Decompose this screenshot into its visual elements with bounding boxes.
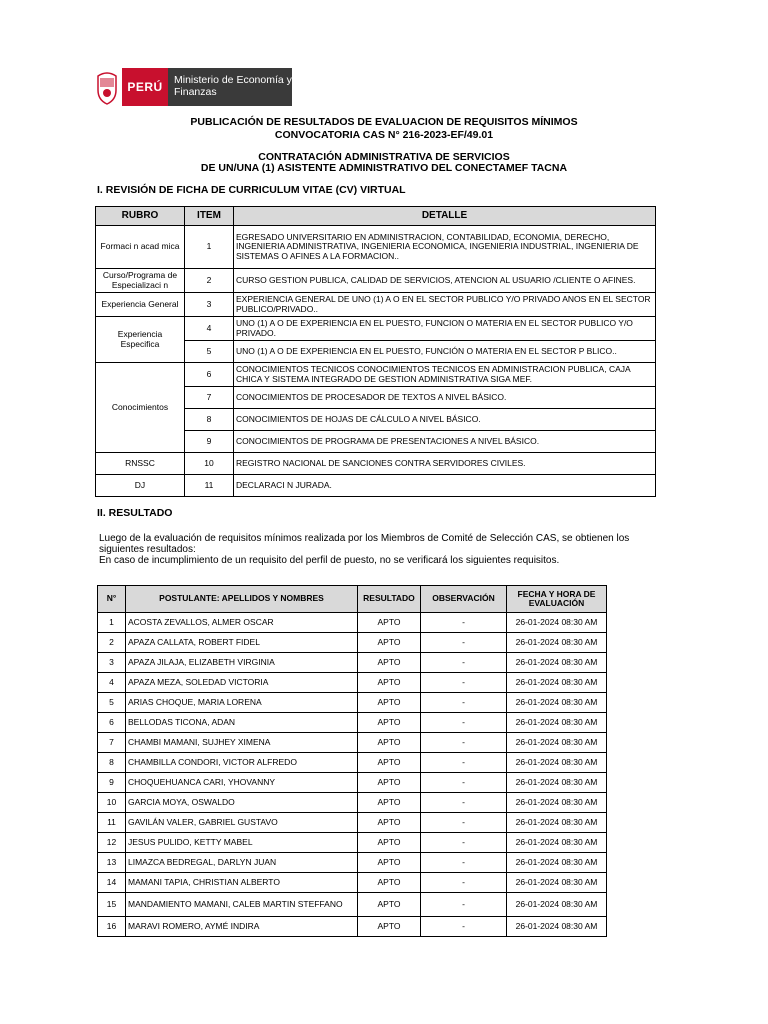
result-row	[98, 713, 607, 733]
detalle-cell: EGRESADO UNIVERSITARIO EN ADMINISTRACION, CONTABILIDAD, ECONOMIA, DERECHO, INGENIERIA ADMINISTRATIVA, INGENIERIA ECONOMICA, INGENIERIA INDUSTRIAL, INGENIERIA DE SISTEMAS O AFINES A LA FORMACION..	[234, 226, 656, 269]
row-number: 7	[98, 733, 126, 753]
evaluation-datetime: 26-01-2024 08:30 AM	[507, 753, 607, 773]
evaluation-datetime: 26-01-2024 08:30 AM	[507, 873, 607, 893]
result-row	[98, 853, 607, 873]
observation: -	[421, 793, 507, 813]
applicant-name: GAVILÁN VALER, GABRIEL GUSTAVO	[126, 813, 358, 833]
result-status: APTO	[358, 633, 421, 653]
item-cell: 2	[185, 269, 234, 293]
result-row	[98, 873, 607, 893]
row-number: 3	[98, 653, 126, 673]
observation: -	[421, 673, 507, 693]
result-status: APTO	[358, 917, 421, 937]
observation: -	[421, 693, 507, 713]
applicant-name: MANDAMIENTO MAMANI, CALEB MARTIN STEFFANO	[126, 893, 358, 917]
result-row	[98, 793, 607, 813]
applicant-name: APAZA JILAJA, ELIZABETH VIRGINIA	[126, 653, 358, 673]
row-number: 13	[98, 853, 126, 873]
result-status: APTO	[358, 653, 421, 673]
item-cell: 4	[185, 317, 234, 341]
requirement-row	[96, 293, 656, 317]
detalle-cell: UNO (1) A O DE EXPERIENCIA EN EL PUESTO, FUNCION O MATERIA EN EL SECTOR PUBLICO Y/O PRIVADO.	[234, 317, 656, 341]
applicant-name: MAMANI TAPIA, CHRISTIAN ALBERTO	[126, 873, 358, 893]
requirement-row	[96, 363, 656, 387]
applicant-name: MARAVI ROMERO, AYMÉ INDIRA	[126, 917, 358, 937]
requirement-row	[96, 269, 656, 293]
intro-paragraph: Luego de la evaluación de requisitos mínimos realizada por los Miembros de Comité de Selección CAS, se obtienen los siguientes resultados:	[99, 533, 630, 555]
detalle-cell: CONOCIMIENTOS DE PROCESADOR DE TEXTOS A NIVEL BÁSICO.	[234, 387, 656, 409]
evaluation-datetime: 26-01-2024 08:30 AM	[507, 613, 607, 633]
result-row	[98, 653, 607, 673]
result-status: APTO	[358, 693, 421, 713]
title-line-4: DE UN/UNA (1) ASISTENTE ADMINISTRATIVO DEL CONECTAMEF TACNA	[200, 162, 568, 174]
row-number: 11	[98, 813, 126, 833]
result-row	[98, 613, 607, 633]
row-number: 10	[98, 793, 126, 813]
row-number: 8	[98, 753, 126, 773]
row-number: 15	[98, 893, 126, 917]
observation: -	[421, 833, 507, 853]
header-postulante: POSTULANTE: APELLIDOS Y NOMBRES	[126, 586, 358, 613]
evaluation-datetime: 26-01-2024 08:30 AM	[507, 853, 607, 873]
item-cell: 1	[185, 226, 234, 269]
result-row	[98, 917, 607, 937]
rubro-cell: Formaci n acad mica	[96, 226, 185, 269]
observation: -	[421, 633, 507, 653]
item-cell: 10	[185, 453, 234, 475]
header-fecha: FECHA Y HORA DE EVALUACIÓN	[507, 586, 607, 613]
title-line-1: PUBLICACIÓN DE RESULTADOS DE EVALUACION DE REQUISITOS MÍNIMOS	[190, 116, 578, 128]
intro-note: En caso de incumplimiento de un requisito del perfil de puesto, no se verificará los siguientes requisitos.	[99, 555, 560, 566]
result-status: APTO	[358, 673, 421, 693]
result-row	[98, 893, 607, 917]
row-number: 9	[98, 773, 126, 793]
evaluation-datetime: 26-01-2024 08:30 AM	[507, 653, 607, 673]
coat-of-arms-icon	[92, 68, 122, 106]
evaluation-datetime: 26-01-2024 08:30 AM	[507, 793, 607, 813]
detalle-cell: UNO (1) A O DE EXPERIENCIA EN EL PUESTO, FUNCIÓN O MATERIA EN EL SECTOR P BLICO..	[234, 341, 656, 363]
row-number: 4	[98, 673, 126, 693]
observation: -	[421, 893, 507, 917]
detalle-cell: CURSO GESTION PUBLICA, CALIDAD DE SERVICIOS, ATENCION AL USUARIO /CLIENTE O AFINES.	[234, 269, 656, 293]
result-row	[98, 633, 607, 653]
rubro-cell: Experiencia General	[96, 293, 185, 317]
requirement-row	[96, 453, 656, 475]
result-row	[98, 693, 607, 713]
row-number: 6	[98, 713, 126, 733]
header-resultado: RESULTADO	[358, 586, 421, 613]
rubro-cell: DJ	[96, 475, 185, 497]
observation: -	[421, 873, 507, 893]
section-1-title: I. REVISIÓN DE FICHA DE CURRICULUM VITAE (CV) VIRTUAL	[97, 184, 406, 196]
evaluation-datetime: 26-01-2024 08:30 AM	[507, 917, 607, 937]
item-cell: 9	[185, 431, 234, 453]
result-status: APTO	[358, 893, 421, 917]
item-cell: 3	[185, 293, 234, 317]
evaluation-datetime: 26-01-2024 08:30 AM	[507, 833, 607, 853]
mef-logo	[92, 68, 292, 106]
applicant-name: CHAMBI MAMANI, SUJHEY XIMENA	[126, 733, 358, 753]
results-table	[97, 585, 607, 937]
result-row	[98, 813, 607, 833]
detalle-cell: EXPERIENCIA GENERAL DE UNO (1) A O EN EL SECTOR PUBLICO Y/O PRIVADO ANOS EN EL SECTOR PUBLICO/PRIVADO..	[234, 293, 656, 317]
observation: -	[421, 613, 507, 633]
row-number: 2	[98, 633, 126, 653]
result-status: APTO	[358, 713, 421, 733]
section-2-title: II. RESULTADO	[97, 507, 173, 519]
logo-country: PERÚ	[122, 68, 168, 106]
row-number: 16	[98, 917, 126, 937]
item-cell: 6	[185, 363, 234, 387]
logo-ministry: Ministerio de Economía y Finanzas	[168, 68, 292, 106]
result-status: APTO	[358, 793, 421, 813]
applicant-name: ACOSTA ZEVALLOS, ALMER OSCAR	[126, 613, 358, 633]
row-number: 14	[98, 873, 126, 893]
result-status: APTO	[358, 813, 421, 833]
applicant-name: APAZA CALLATA, ROBERT FIDEL	[126, 633, 358, 653]
applicant-name: ARIAS CHOQUE, MARIA LORENA	[126, 693, 358, 713]
item-cell: 5	[185, 341, 234, 363]
observation: -	[421, 813, 507, 833]
detalle-cell: REGISTRO NACIONAL DE SANCIONES CONTRA SERVIDORES CIVILES.	[234, 453, 656, 475]
result-row	[98, 733, 607, 753]
header-detalle: DETALLE	[234, 207, 656, 226]
observation: -	[421, 917, 507, 937]
requirement-row	[96, 475, 656, 497]
result-status: APTO	[358, 613, 421, 633]
row-number: 5	[98, 693, 126, 713]
applicant-name: BELLODAS TICONA, ADAN	[126, 713, 358, 733]
result-status: APTO	[358, 753, 421, 773]
evaluation-datetime: 26-01-2024 08:30 AM	[507, 633, 607, 653]
applicant-name: JESUS PULIDO, KETTY MABEL	[126, 833, 358, 853]
observation: -	[421, 773, 507, 793]
results-intro	[99, 533, 659, 566]
rubro-cell: Conocimientos	[96, 363, 185, 453]
result-row	[98, 673, 607, 693]
row-number: 1	[98, 613, 126, 633]
applicant-name: APAZA MEZA, SOLEDAD VICTORIA	[126, 673, 358, 693]
header-n: N°	[98, 586, 126, 613]
row-number: 12	[98, 833, 126, 853]
detalle-cell: DECLARACI N JURADA.	[234, 475, 656, 497]
result-status: APTO	[358, 733, 421, 753]
detalle-cell: CONOCIMIENTOS DE HOJAS DE CÁLCULO A NIVEL BÁSICO.	[234, 409, 656, 431]
requirement-row	[96, 226, 656, 269]
observation: -	[421, 853, 507, 873]
header-item: ITEM	[185, 207, 234, 226]
item-cell: 11	[185, 475, 234, 497]
rubro-cell: RNSSC	[96, 453, 185, 475]
result-status: APTO	[358, 773, 421, 793]
result-status: APTO	[358, 873, 421, 893]
header-observacion: OBSERVACIÓN	[421, 586, 507, 613]
evaluation-datetime: 26-01-2024 08:30 AM	[507, 813, 607, 833]
requirements-table	[95, 206, 656, 497]
evaluation-datetime: 26-01-2024 08:30 AM	[507, 693, 607, 713]
rubro-cell: Curso/Programa de Especializaci n	[96, 269, 185, 293]
evaluation-datetime: 26-01-2024 08:30 AM	[507, 773, 607, 793]
item-cell: 8	[185, 409, 234, 431]
evaluation-datetime: 26-01-2024 08:30 AM	[507, 673, 607, 693]
title-line-2: CONVOCATORIA CAS N° 216-2023-EF/49.01	[274, 129, 494, 141]
detalle-cell: CONOCIMIENTOS DE PROGRAMA DE PRESENTACIONES A NIVEL BÁSICO.	[234, 431, 656, 453]
detalle-cell: CONOCIMIENTOS TECNICOS CONOCIMIENTOS TECNICOS EN ADMINISTRACION PUBLICA, CAJA CHICA Y SISTEMA INTEGRADO DE GESTION ADMINISTRATIVA SIGA MEF.	[234, 363, 656, 387]
result-row	[98, 773, 607, 793]
applicant-name: CHOQUEHUANCA CARI, YHOVANNY	[126, 773, 358, 793]
result-status: APTO	[358, 853, 421, 873]
applicant-name: GARCIA MOYA, OSWALDO	[126, 793, 358, 813]
result-row	[98, 833, 607, 853]
evaluation-datetime: 26-01-2024 08:30 AM	[507, 733, 607, 753]
observation: -	[421, 733, 507, 753]
header-rubro: RUBRO	[96, 207, 185, 226]
observation: -	[421, 713, 507, 733]
applicant-name: CHAMBILLA CONDORI, VICTOR ALFREDO	[126, 753, 358, 773]
rubro-cell: Experiencia Especifica	[96, 317, 185, 363]
item-cell: 7	[185, 387, 234, 409]
observation: -	[421, 653, 507, 673]
evaluation-datetime: 26-01-2024 08:30 AM	[507, 713, 607, 733]
result-row	[98, 753, 607, 773]
title-line-3: CONTRATACIÓN ADMINISTRATIVA DE SERVICIOS	[258, 151, 510, 163]
observation: -	[421, 753, 507, 773]
evaluation-datetime: 26-01-2024 08:30 AM	[507, 893, 607, 917]
applicant-name: LIMAZCA BEDREGAL, DARLYN JUAN	[126, 853, 358, 873]
requirement-row	[96, 317, 656, 341]
result-status: APTO	[358, 833, 421, 853]
